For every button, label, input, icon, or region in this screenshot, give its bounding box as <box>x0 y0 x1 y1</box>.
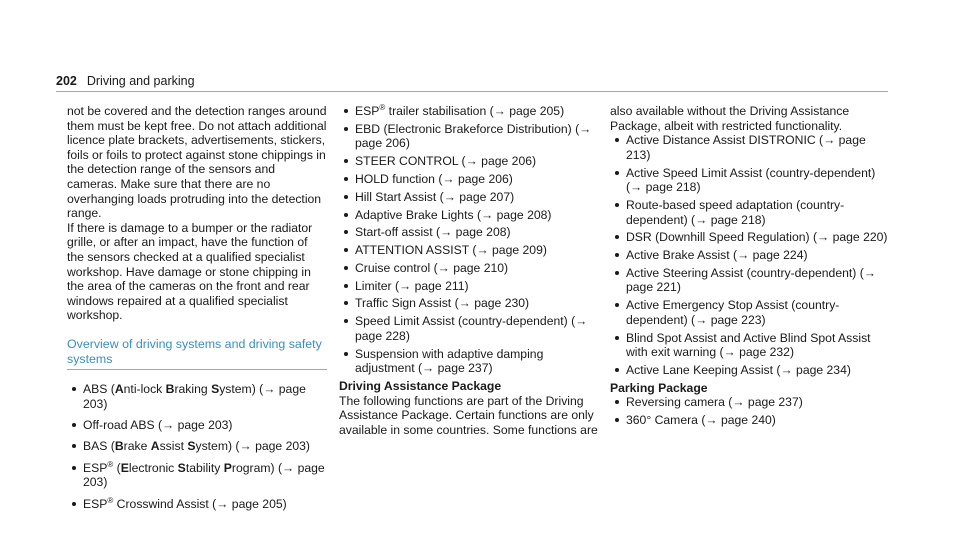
bullet-icon <box>615 235 619 239</box>
bullet-icon <box>344 352 348 356</box>
header-divider <box>56 91 888 92</box>
list-item: Off-road ABS (→ page 203) <box>67 418 327 433</box>
list-item: HOLD function (→ page 206) <box>339 172 601 187</box>
column-2 <box>339 104 601 437</box>
bullet-icon <box>615 418 619 422</box>
list-item: ESP® Crosswind Assist (→ page 205) <box>67 497 327 512</box>
list-item: Hill Start Assist (→ page 207) <box>339 190 601 205</box>
bullet-icon <box>344 127 348 131</box>
subsection-heading: Parking Package <box>610 380 708 395</box>
bullet-icon <box>344 301 348 305</box>
bullet-icon <box>615 400 619 404</box>
bullet-icon <box>344 319 348 323</box>
bullet-icon <box>72 387 76 391</box>
list-item: 360° Camera (→ page 240) <box>610 413 890 428</box>
section-heading: Overview of driving systems and driving safety systems <box>67 337 327 370</box>
bullet-icon <box>344 248 348 252</box>
list-item: EBD (Electronic Brakeforce Distribution) (→ page 206) <box>339 122 601 151</box>
bullet-icon <box>344 177 348 181</box>
bullet-icon <box>615 368 619 372</box>
bullet-icon <box>344 213 348 217</box>
list-item: Active Lane Keeping Assist (→ page 234) <box>610 363 890 378</box>
bullet-icon <box>615 271 619 275</box>
paragraph: also available without the Driving Assistance Package, albeit with restricted functionality. <box>610 104 850 133</box>
list-item: ATTENTION ASSIST (→ page 209) <box>339 243 601 258</box>
bullet-icon <box>344 266 348 270</box>
bullet-icon <box>615 336 619 340</box>
column-3 <box>610 104 890 431</box>
bullet-icon <box>72 502 76 506</box>
bullet-icon <box>615 203 619 207</box>
list-item: Adaptive Brake Lights (→ page 208) <box>339 208 601 223</box>
list-item: Route-based speed adaptation (country-dependent) (→ page 218) <box>610 198 890 227</box>
list-item: ESP® trailer stabilisation (→ page 205) <box>339 104 601 119</box>
list-item: Start-off assist (→ page 208) <box>339 225 601 240</box>
bullet-icon <box>344 159 348 163</box>
bullet-icon <box>344 109 348 113</box>
list-item: Active Distance Assist DISTRONIC (→ page 213) <box>610 133 890 162</box>
paragraph: not be covered and the detection ranges around them must be kept free. Do not attach additional licence plate brackets, advertisements, stickers, foils or foils to protect against stone chippings in the detection range of the sensors and cameras. Make sure that there are no overhanging loads protruding into the detection range. <box>67 104 327 221</box>
list-item: Active Brake Assist (→ page 224) <box>610 248 890 263</box>
list-item: Limiter (→ page 211) <box>339 279 601 294</box>
list-item: Suspension with adaptive damping adjustment (→ page 237) <box>339 347 601 376</box>
list-item: STEER CONTROL (→ page 206) <box>339 154 601 169</box>
list-item: BAS (Brake Assist System) (→ page 203) <box>67 439 327 454</box>
list-item: Traffic Sign Assist (→ page 230) <box>339 296 601 311</box>
bullet-icon <box>615 171 619 175</box>
bullet-icon <box>72 444 76 448</box>
column-1 <box>67 104 327 518</box>
paragraph: The following functions are part of the Driving Assistance Package. Certain functions are only available in some countries. Some functions are <box>339 393 598 437</box>
bullet-icon <box>615 303 619 307</box>
driving-systems-list-continued <box>339 104 601 376</box>
list-item: Blind Spot Assist and Active Blind Spot Assist with exit warning (→ page 232) <box>610 331 890 360</box>
bullet-icon <box>72 423 76 427</box>
page-number: 202 <box>56 74 77 88</box>
list-item: DSR (Downhill Speed Regulation) (→ page 220) <box>610 230 890 245</box>
list-item: ESP® (Electronic Stability Program) (→ page 203) <box>67 461 327 490</box>
list-item: Reversing camera (→ page 237) <box>610 395 890 410</box>
list-item: Cruise control (→ page 210) <box>339 261 601 276</box>
list-item: Active Steering Assist (country-dependent) (→ page 221) <box>610 266 890 295</box>
bullet-icon <box>344 230 348 234</box>
bullet-icon <box>344 284 348 288</box>
assistance-package-list <box>610 133 890 377</box>
bullet-icon <box>344 195 348 199</box>
list-item: Active Emergency Stop Assist (country-dependent) (→ page 223) <box>610 298 890 327</box>
list-item: Active Speed Limit Assist (country-dependent) (→ page 218) <box>610 166 890 195</box>
driving-systems-list <box>67 382 327 511</box>
bullet-icon <box>615 253 619 257</box>
section-title-header: Driving and parking <box>86 74 195 88</box>
paragraph: If there is damage to a bumper or the radiator grille, or after an impact, have the function of the sensors checked at a qualified specialist workshop. Have damage or stone chipping in the area of the cameras on the front and rear windows repaired at a qualified specialist workshop. <box>67 220 313 323</box>
bullet-icon <box>72 466 76 470</box>
subsection-heading: Driving Assistance Package <box>339 378 502 393</box>
list-item: ABS (Anti-lock Braking System) (→ page 203) <box>67 382 327 411</box>
page-header <box>56 74 195 88</box>
parking-package-list <box>610 395 890 427</box>
list-item: Speed Limit Assist (country-dependent) (→ page 228) <box>339 314 601 343</box>
bullet-icon <box>615 138 619 142</box>
